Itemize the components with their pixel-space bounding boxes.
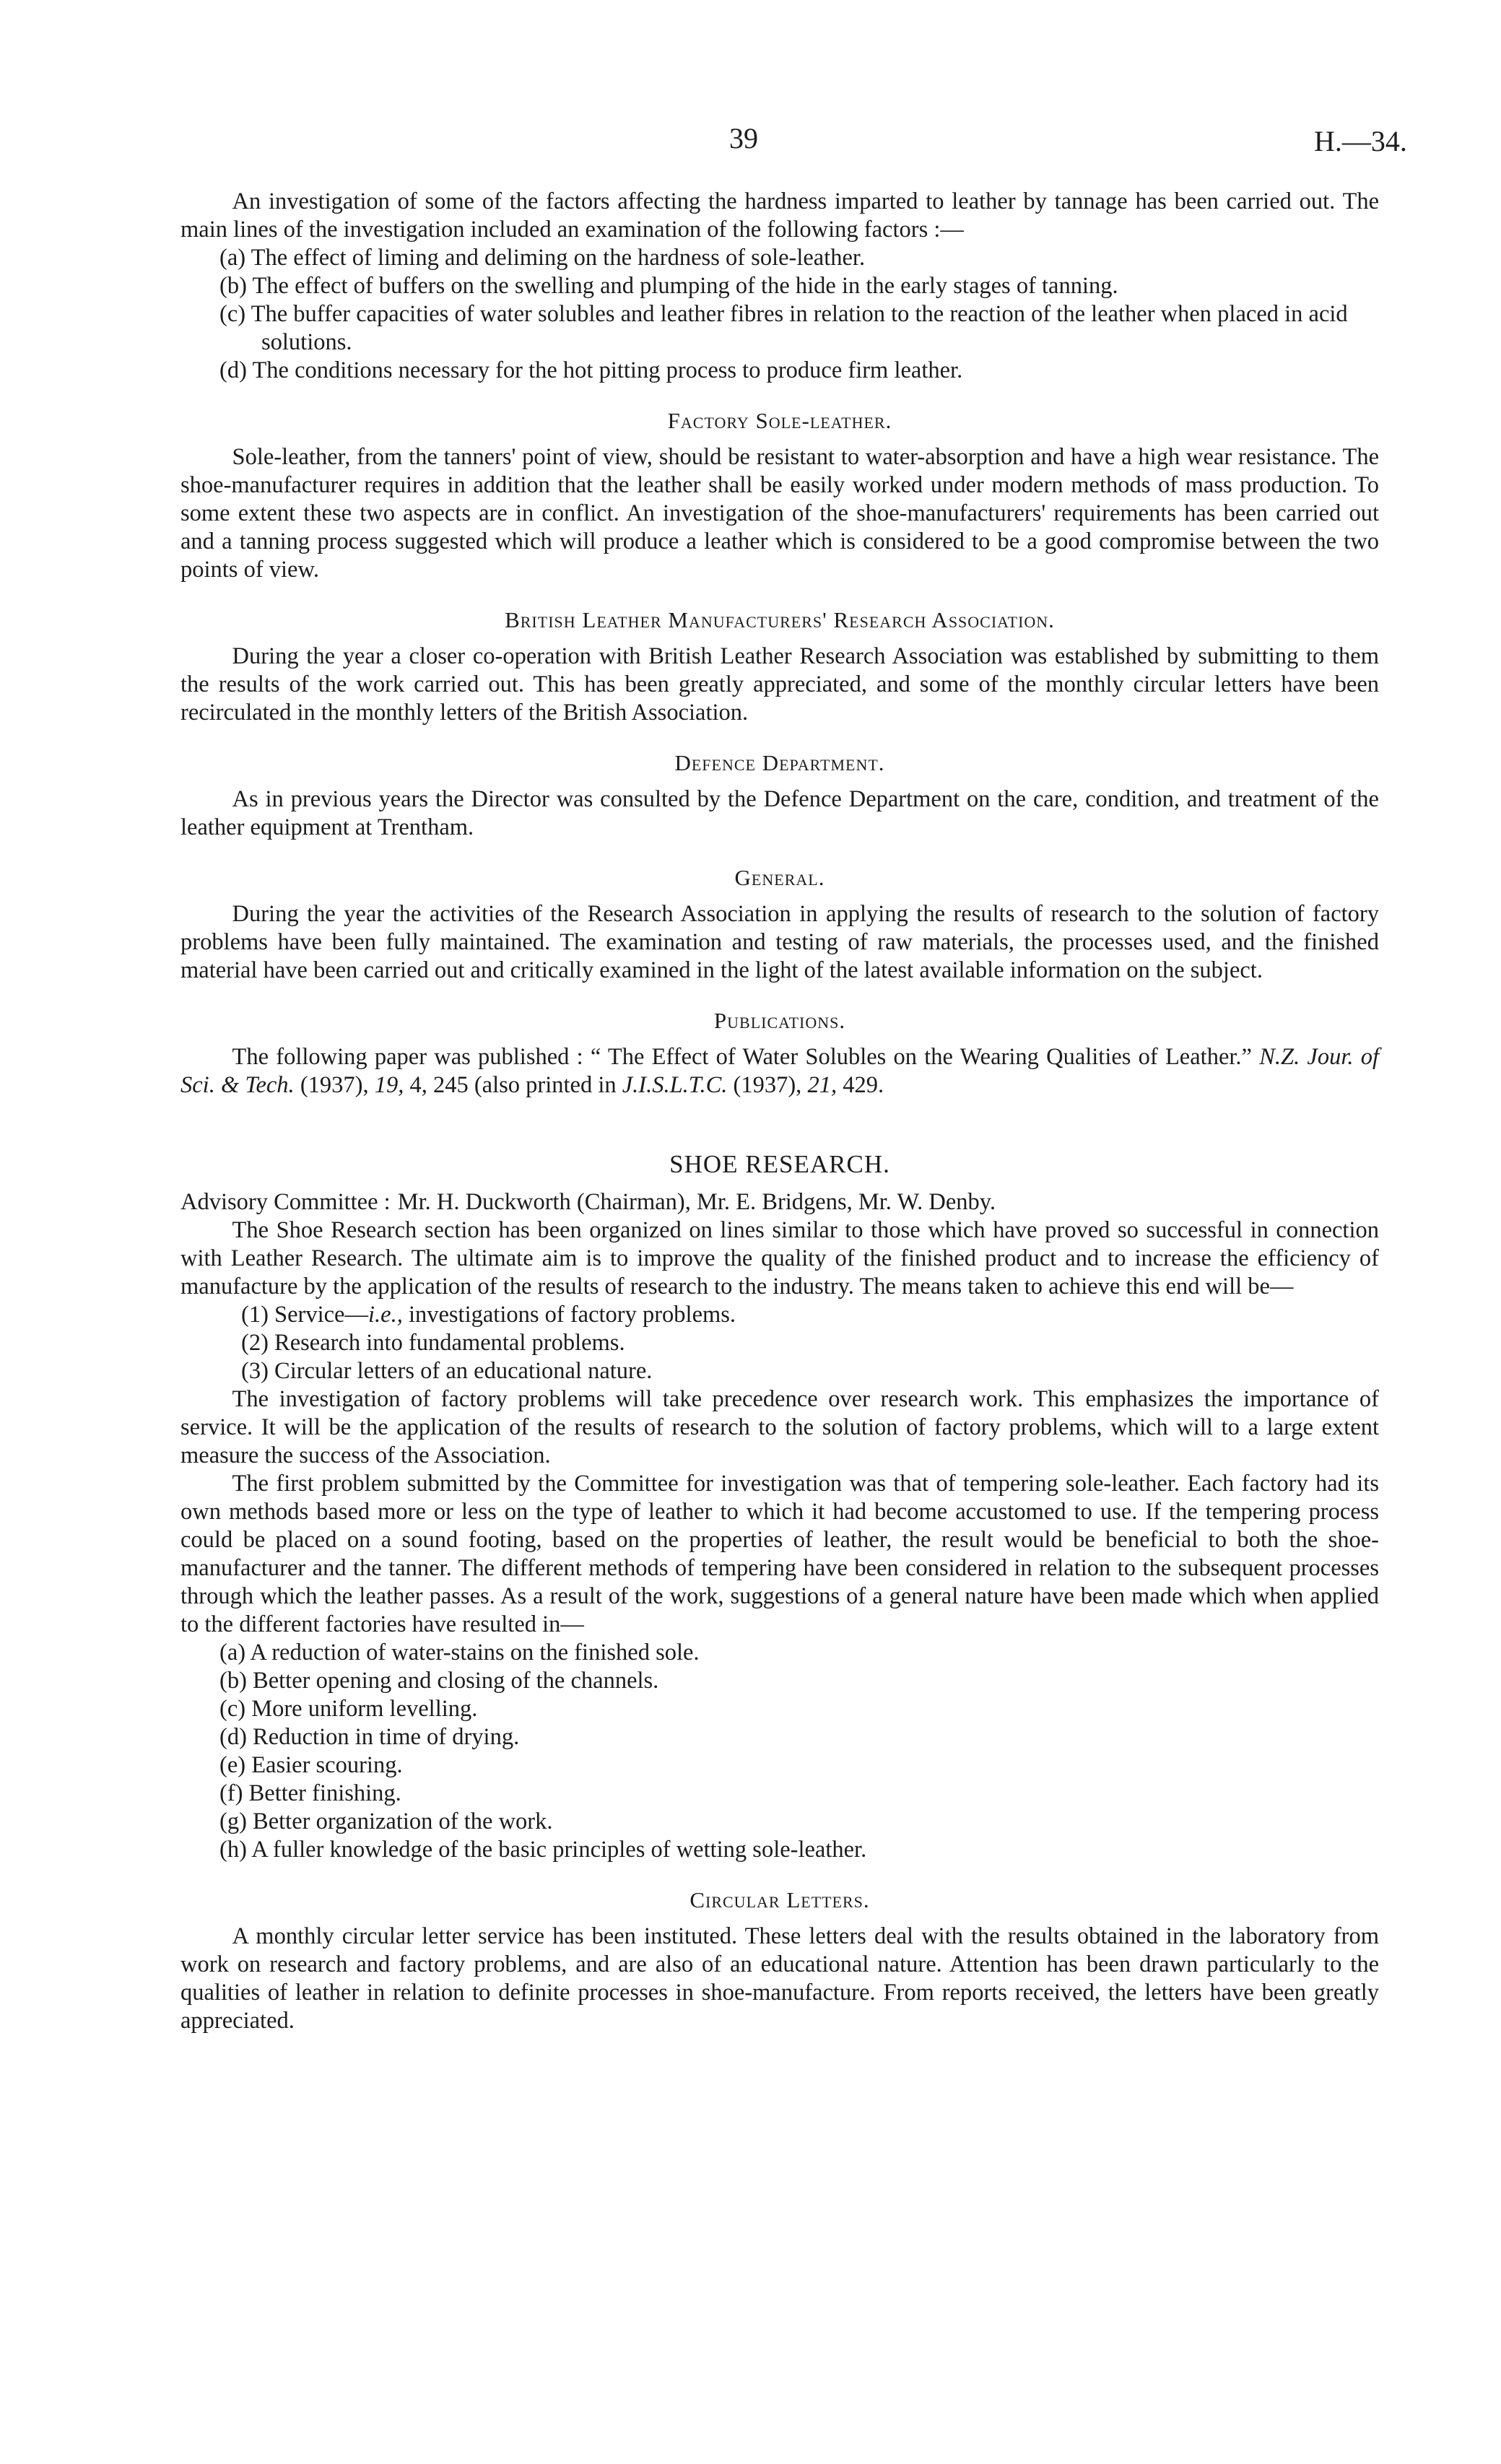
heading-general: General. bbox=[734, 865, 825, 890]
factor-list bbox=[180, 244, 1379, 385]
list-item: (c) More uniform levelling. bbox=[219, 1696, 478, 1722]
tempering-paragraph: The first problem submitted by the Committee for investigation was that of tempering sole-leather. Each factory had its own methods based more or less on the type of leather to which it had become accustomed to use. If the tempering process could be placed on a sound footing, based on the properties of leather, the result would be beneficial to both the shoe-manufacturer and the tanner. The different methods of tempering have been considered in relation to the subsequent processes through which the leather passes. As a result of the work, suggestions of a general nature have been made which when applied to the different factories have resulted in— bbox=[180, 1471, 1379, 1637]
list-item: (b) The effect of buffers on the swelling and plumping of the hide in the early stages of tanning. bbox=[219, 273, 1118, 299]
heading-factory-sole-leather: Factory Sole-leather. bbox=[667, 408, 892, 433]
heading-publications: Publications. bbox=[713, 1008, 846, 1033]
advisory-members: Mr. H. Duckworth (Chairman), Mr. E. Bridgens, Mr. W. Denby. bbox=[397, 1189, 996, 1215]
page-header bbox=[0, 121, 1501, 165]
list-item: (a) The effect of liming and deliming on the hardness of sole-leather. bbox=[219, 245, 866, 271]
heading-blmra: British Leather Manufacturers' Research Association. bbox=[505, 607, 1055, 632]
list-item: (1) Service—i.e., investigations of factory problems. bbox=[241, 1302, 736, 1328]
page-content bbox=[180, 188, 1379, 2035]
list-item: (2) Research into fundamental problems. bbox=[241, 1330, 625, 1356]
list-item: (e) Easier scouring. bbox=[219, 1752, 403, 1778]
list-item: (d) The conditions necessary for the hot pitting process to produce firm leather. bbox=[219, 357, 963, 383]
document-reference: H.—34. bbox=[1314, 125, 1407, 157]
list-item: (3) Circular letters of an educational nature. bbox=[241, 1358, 653, 1384]
defence-body: As in previous years the Director was consulted by the Defence Department on the care, condition, and treatment of the leather equipment at Trentham. bbox=[180, 786, 1379, 840]
list-item: (c) The buffer capacities of water solubles and leather fibres in relation to the reaction of the leather when placed in acid solutions. bbox=[219, 301, 1348, 355]
blmra-body: During the year a closer co-operation with British Leather Research Association was established by submitting to them the results of the work carried out. This has been greatly appreciated, and some of the monthly circular letters have been recirculated in the monthly letters of the British Association. bbox=[180, 643, 1379, 726]
means-list bbox=[180, 1301, 1379, 1385]
shoe-research-intro: The Shoe Research section has been organized on lines similar to those which have proved so successful in connection with Leather Research. The ultimate aim is to improve the quality of the finished product and to increase the efficiency of manufacture by the application of the results of research to the industry. The means taken to achieve this end will be— bbox=[180, 1217, 1379, 1300]
publications-body: The following paper was published : “ The Effect of Water Solubles on the Wearing Qualities of Leather.” N.Z. Jour. of Sci. & Tech. (1937), 19, 4, 245 (also printed in J.I.S.L.T.C. (1937), 21, 429. bbox=[180, 1044, 1380, 1098]
advisory-label: Advisory Committee : bbox=[180, 1189, 391, 1215]
list-item: (b) Better opening and closing of the channels. bbox=[219, 1668, 659, 1694]
priority-paragraph: The investigation of factory problems will take precedence over research work. This emphasizes the importance of service. It will be the application of the results of research to the solution of factory problems, which will to a large extent measure the success of the Association. bbox=[180, 1386, 1379, 1468]
heading-shoe-research: SHOE RESEARCH. bbox=[669, 1150, 890, 1178]
factory-sole-leather-body: Sole-leather, from the tanners' point of view, should be resistant to water-absorption and have a high wear resistance. The shoe-manufacturer requires in addition that the leather shall be easily worked under modern methods of mass production. To some extent these two aspects are in conflict. An investigation of the shoe-manufacturers' requirements has been carried out and a tanning process suggested which will produce a leather which is considered to be a good compromise between the two points of view. bbox=[180, 444, 1379, 583]
results-list bbox=[180, 1639, 1379, 1864]
heading-defence-department: Defence Department. bbox=[674, 750, 885, 775]
list-item: (g) Better organization of the work. bbox=[219, 1808, 553, 1834]
page-number: 39 bbox=[729, 122, 758, 154]
list-item: (d) Reduction in time of drying. bbox=[219, 1724, 520, 1750]
leather-investigation-intro: An investigation of some of the factors affecting the hardness imparted to leather by tannage has been carried out. The main lines of the investigation included an examination of the following factors :— bbox=[180, 188, 1379, 243]
list-item: (h) A fuller knowledge of the basic principles of wetting sole-leather. bbox=[219, 1837, 867, 1863]
advisory-committee bbox=[180, 1188, 1379, 1216]
list-item: (a) A reduction of water-stains on the finished sole. bbox=[219, 1640, 700, 1666]
circular-letters-body: A monthly circular letter service has been instituted. These letters deal with the results obtained in the laboratory from work on research and factory problems, and are also of an educational nature. Attention has been drawn particularly to the qualities of leather in relation to definite processes in shoe-manufacture. From reports received, the letters have been greatly appreciated. bbox=[180, 1923, 1379, 2034]
general-body: During the year the activities of the Research Association in applying the results of research to the solution of factory problems have been fully maintained. The examination and testing of raw materials, the processes used, and the finished material have been carried out and critically examined in the light of the latest available information on the subject. bbox=[180, 901, 1379, 983]
heading-circular-letters: Circular Letters. bbox=[689, 1887, 870, 1912]
list-item: (f) Better finishing. bbox=[219, 1780, 401, 1806]
